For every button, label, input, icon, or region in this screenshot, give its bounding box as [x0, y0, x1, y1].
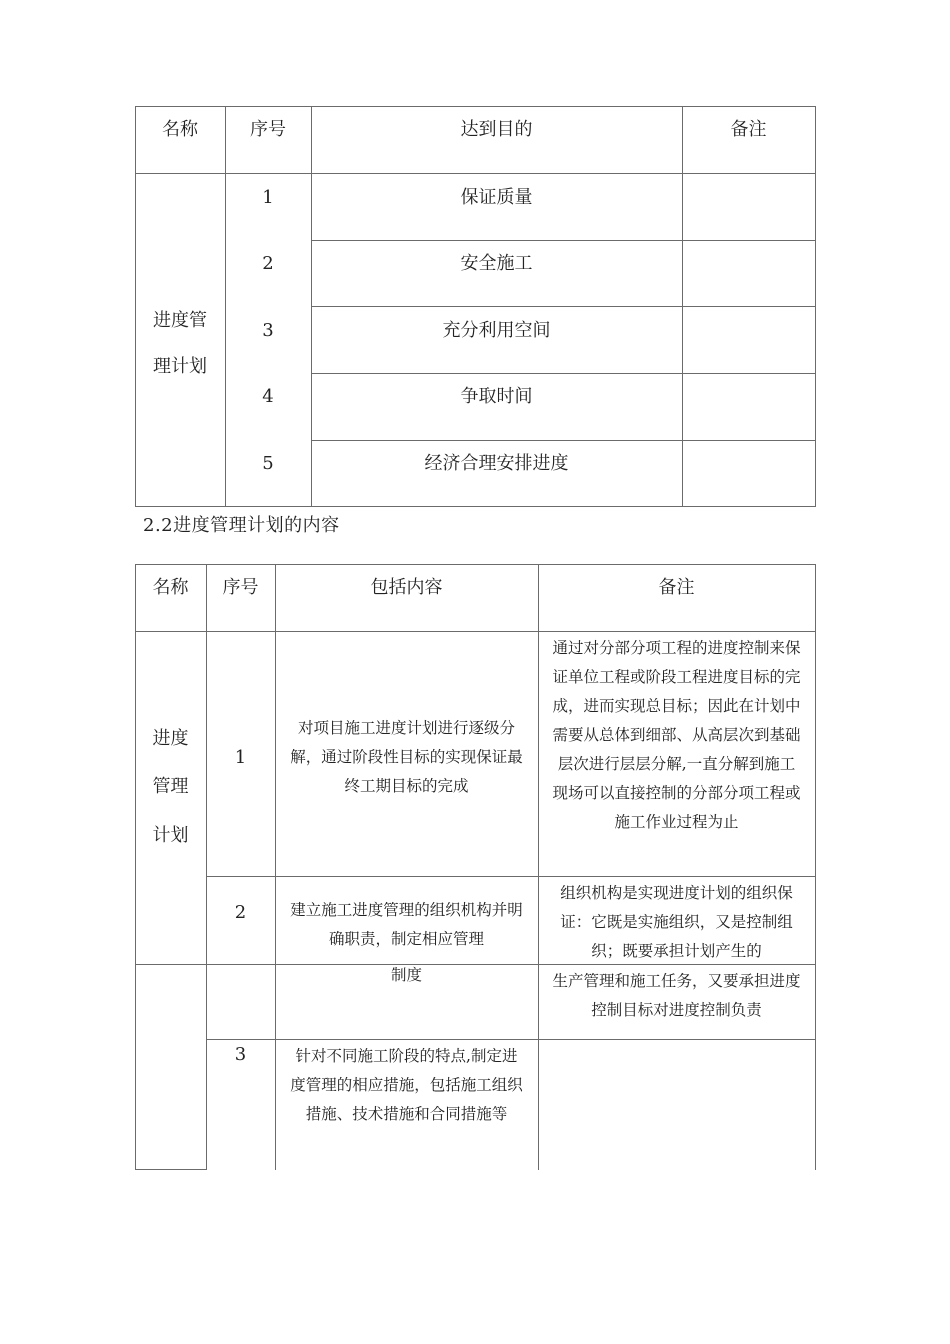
- row-number: 1: [262, 187, 274, 208]
- header-number: 序号: [250, 119, 286, 140]
- content-line: 对项目施工进度计划进行逐级分: [297, 719, 515, 737]
- row-number: 1: [234, 747, 247, 768]
- group-name-line: 管理: [152, 776, 189, 797]
- remark-line: 需要从总体到细部、从高层次到基础: [552, 726, 801, 744]
- remark-line: 层次进行层层分解,一直分解到施工: [557, 755, 796, 773]
- section-heading: 2.2进度管理计划的内容: [143, 515, 340, 536]
- header-remark: 备注: [658, 577, 695, 598]
- header-name: 名称: [162, 119, 198, 140]
- remark-line: 施工作业过程为止: [614, 813, 739, 831]
- row-goal: 安全施工: [460, 253, 533, 274]
- content-line: 建立施工进度管理的组织机构并明: [290, 901, 523, 919]
- header-goal: 达到目的: [460, 119, 533, 140]
- row-goal: 充分利用空间: [442, 320, 551, 341]
- header-name: 名称: [152, 577, 189, 598]
- header-content: 包括内容: [370, 577, 443, 598]
- row-number: 4: [262, 386, 274, 407]
- remark-line: 证单位工程或阶段工程进度目标的完: [552, 668, 801, 686]
- row-number: 2: [262, 253, 274, 274]
- row-goal: 争取时间: [460, 386, 533, 407]
- header-remark: 备注: [730, 119, 767, 140]
- content-line: 制度: [390, 966, 422, 984]
- remark-line: 现场可以直接控制的分部分项工程或: [552, 784, 801, 802]
- remark-line: 证：它既是实施组织，又是控制组: [560, 913, 793, 931]
- content-line: 措施、技术措施和合同措施等: [305, 1105, 508, 1123]
- row-number: 3: [262, 320, 274, 341]
- group-name-line: 进度管: [153, 310, 207, 331]
- remark-line: 生产管理和施工任务，又要承担进度: [552, 972, 801, 990]
- remark-line: 成，进而实现总目标；因此在计划中: [552, 697, 801, 715]
- group-name-line: 进度: [152, 728, 189, 749]
- row-number: 3: [234, 1044, 247, 1065]
- group-name-line: 计划: [152, 825, 189, 846]
- row-number: 2: [234, 902, 247, 923]
- header-number: 序号: [222, 577, 259, 598]
- remark-line: 通过对分部分项工程的进度控制来保: [552, 639, 801, 657]
- content-line: 度管理的相应措施，包括施工组织: [290, 1076, 523, 1094]
- content-line: 解，通过阶段性目标的实现保证最: [290, 748, 523, 766]
- group-name-line: 理计划: [153, 356, 207, 377]
- remark-line: 控制目标对进度控制负责: [591, 1001, 762, 1019]
- remark-line: 组织机构是实现进度计划的组织保: [560, 884, 793, 902]
- content-line: 针对不同施工阶段的特点,制定进: [295, 1047, 518, 1065]
- row-number: 5: [262, 453, 274, 474]
- row-goal: 保证质量: [460, 187, 533, 208]
- content-line: 确职责，制定相应管理: [328, 930, 484, 948]
- remark-line: 织；既要承担计划产生的: [591, 942, 762, 960]
- row-goal: 经济合理安排进度: [424, 453, 569, 474]
- content-line: 终工期目标的完成: [344, 777, 469, 795]
